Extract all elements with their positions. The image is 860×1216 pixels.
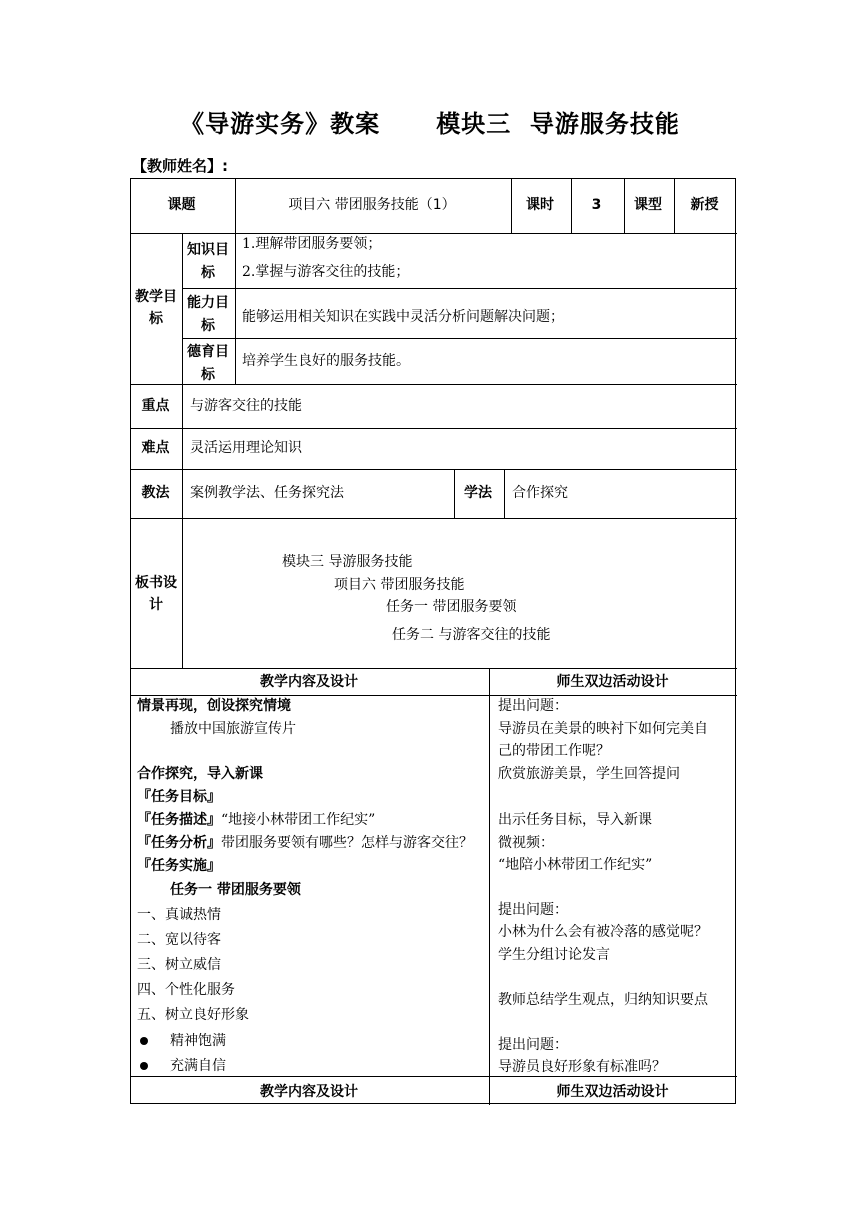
- activity-line: 欣赏旅游美景，学生回答提问: [498, 766, 680, 782]
- difficulty-label: 难点: [141, 440, 170, 456]
- knowledge-goal-label: 知识目标: [187, 242, 229, 281]
- activity-line: 学生分组讨论发言: [498, 947, 610, 963]
- board-line: 任务二 与游客交往的技能: [392, 627, 551, 643]
- content-header-left: 教学内容及设计: [260, 1084, 358, 1100]
- content-header-right: 师生双边活动设计: [556, 1084, 669, 1100]
- ability-goal-text: 能够运用相关知识在实践中灵活分析问题解决问题；: [242, 309, 564, 325]
- teacher-name-label: 【教师姓名】:: [132, 157, 228, 175]
- learning-method-text: 合作探究: [512, 485, 568, 501]
- activity-line: 教师总结学生观点，归纳知识要点: [498, 992, 708, 1008]
- bullet-item: 充满自信: [170, 1058, 226, 1074]
- moral-goal-label: 德育目标: [187, 344, 229, 383]
- board-line: 项目六 带团服务技能: [334, 577, 465, 593]
- activity-line: 小林为什么会有被冷落的感觉呢？: [498, 924, 708, 940]
- activity-line: 导游员在美景的映衬下如何完美自: [498, 721, 708, 737]
- board-line: 任务一 带团服务要领: [386, 599, 517, 615]
- activity-line: 提出问题：: [498, 1037, 568, 1053]
- section1-text: 播放中国旅游宣传片: [170, 721, 296, 737]
- bullet-icon: [140, 1037, 148, 1045]
- bullet-icon: [140, 1062, 148, 1070]
- task-analysis-text: 带团服务要领有哪些？怎样与游客交往？: [221, 835, 473, 851]
- type-value: 新授: [690, 197, 719, 213]
- subject-label: 课题: [167, 197, 196, 213]
- page-title: 《导游实务》教案 模块三 导游服务技能: [180, 110, 680, 138]
- learning-method-label: 学法: [464, 485, 492, 501]
- hours-label: 课时: [526, 197, 554, 213]
- board-line: 模块三 导游服务技能: [282, 554, 413, 570]
- activity-line: 导游员良好形象有标准吗？: [498, 1059, 666, 1075]
- task-description: [137, 810, 375, 830]
- section2-title: 合作探究，导入新课: [137, 766, 263, 782]
- board-design-label: 板书设计: [135, 575, 177, 613]
- content-item: 五、树立良好形象: [137, 1007, 249, 1023]
- task-implementation-label: 『任务实施』: [137, 858, 221, 874]
- knowledge-goal-item: 2.掌握与游客交往的技能；: [242, 264, 410, 280]
- teaching-method-label: 教法: [141, 485, 170, 501]
- content-item: 二、宽以待客: [137, 932, 221, 948]
- content-header-right: 师生双边活动设计: [556, 674, 669, 690]
- teaching-goals-label: 教学目标: [135, 289, 177, 327]
- activity-line: “地陪小林带团工作纪实”: [498, 857, 653, 873]
- activity-line: 微视频：: [498, 835, 554, 851]
- activity-line: 己的带团工作呢？: [498, 743, 610, 759]
- difficulty-text: 灵活运用理论知识: [190, 440, 302, 456]
- bullet-item: 精神饱满: [170, 1033, 226, 1049]
- ability-goal-label: 能力目标: [187, 295, 229, 334]
- section1-title: 情景再现，创设探究情境: [137, 698, 291, 714]
- activity-line: 提出问题：: [498, 902, 568, 918]
- content-item: 四、个性化服务: [137, 982, 235, 998]
- hours-value: 3: [591, 197, 602, 213]
- task-analysis-label: 『任务分析』: [137, 835, 221, 851]
- knowledge-goal-item: 1.理解带团服务要领；: [242, 236, 382, 252]
- activity-line: 出示任务目标，导入新课: [498, 812, 652, 828]
- content-header-left: 教学内容及设计: [260, 674, 358, 690]
- task-goal-label: 『任务目标』: [137, 789, 221, 805]
- task1-title: 任务一 带团服务要领: [170, 882, 301, 898]
- activity-line: 提出问题：: [498, 698, 568, 714]
- subject-value: 项目六 带团服务技能（1）: [288, 197, 456, 213]
- key-point-label: 重点: [141, 398, 170, 414]
- content-item: 一、真诚热情: [137, 907, 221, 923]
- moral-goal-text: 培养学生良好的服务技能。: [242, 353, 410, 369]
- teaching-method-text: 案例教学法、任务探究法: [190, 485, 344, 501]
- task-description-label: 『任务描述』: [137, 812, 221, 828]
- task-analysis: [137, 833, 473, 853]
- content-item: 三、树立威信: [137, 957, 221, 973]
- key-point-text: 与游客交往的技能: [190, 398, 302, 414]
- type-label: 课型: [634, 197, 662, 213]
- task-description-text: “地接小林带团工作纪实”: [221, 812, 376, 828]
